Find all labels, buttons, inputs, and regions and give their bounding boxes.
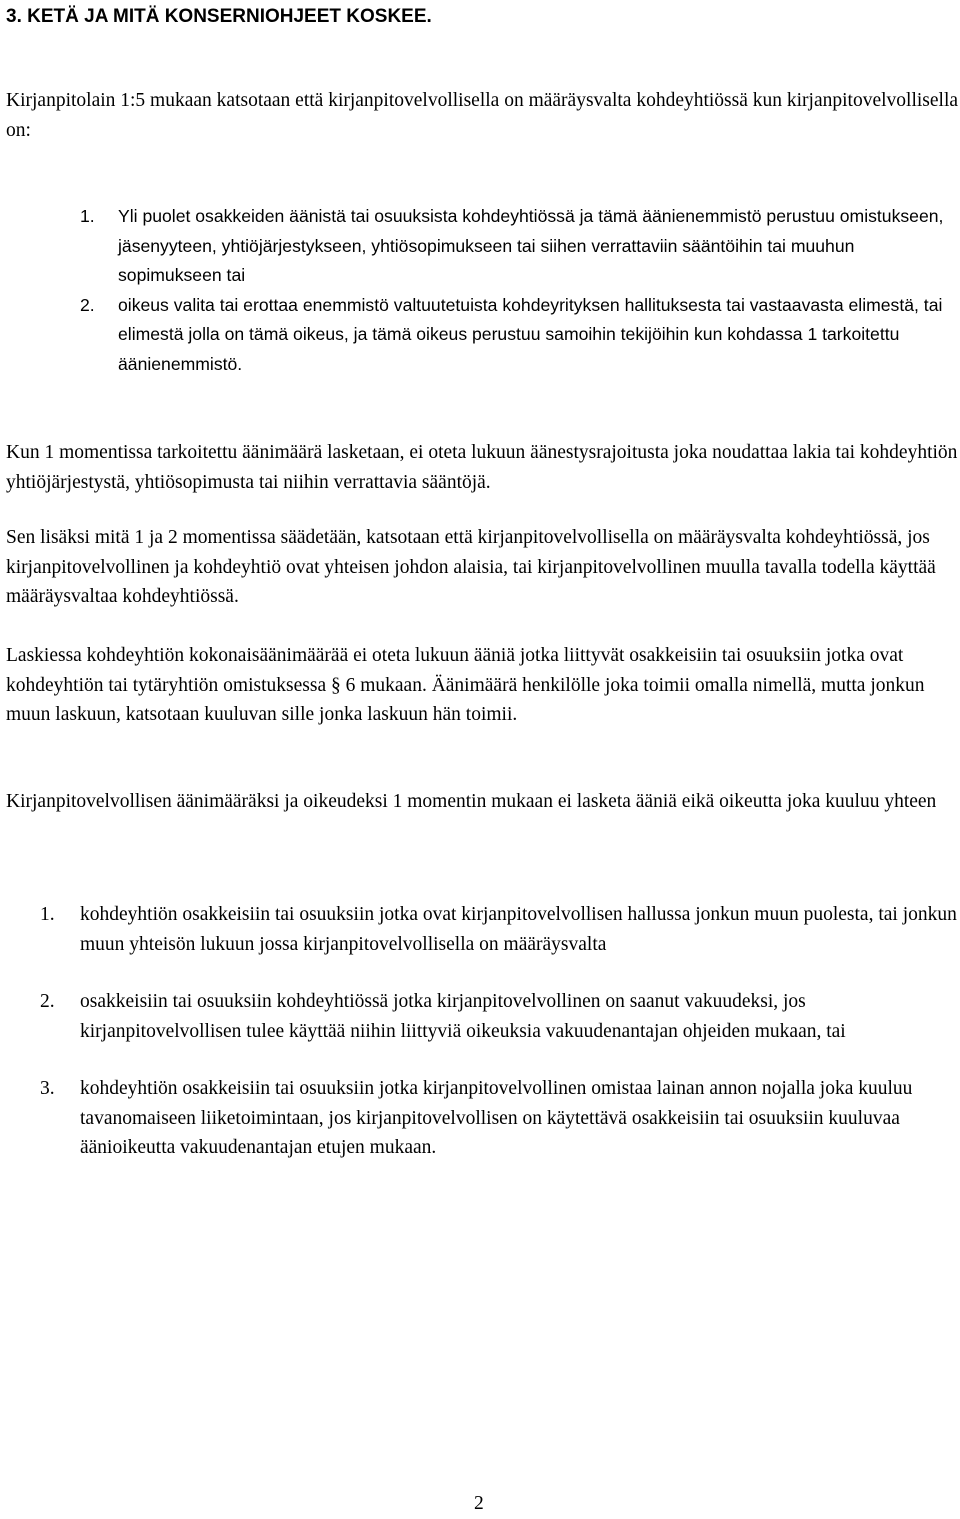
paragraph-common-management: Sen lisäksi mitä 1 ja 2 momentissa säädetään, katsotaan että kirjanpitovelvollisella on määräysvalta kohdeyhtiössä, jos kirjanpitovelvollinen ja kohdeyhtiö ovat yhteisen johdon alaisia, tai kirjanpitovelvollinen muulla tavalla todella käyttää määräysvaltaa kohdeyhtiössä. <box>6 527 936 607</box>
list-item-number: 3. <box>40 1078 55 1099</box>
list-item-text: osakkeisiin tai osuuksiin kohdeyhtiössä jotka kirjanpitovelvollinen on saanut vakuudeksi, jos kirjanpitovelvollisen tulee käyttää niihin liittyviä oikeuksia vakuudenantajan ohjeiden mukaan, tai <box>80 991 846 1042</box>
control-criteria-list <box>80 202 960 379</box>
list-item-text: kohdeyhtiön osakkeisiin tai osuuksiin jotka ovat kirjanpitovelvollisen hallussa jonkun muun puolesta, tai jonkun muun yhteisön lukuun jossa kirjanpitovelvollisella on määräysvalta <box>80 904 957 955</box>
intro-paragraph: Kirjanpitolain 1:5 mukaan katsotaan että kirjanpitovelvollisella on määräysvalta kohdeyhtiössä kun kirjanpitovelvollisella on: <box>6 90 959 141</box>
list-item <box>40 987 960 1046</box>
list-item <box>40 900 960 959</box>
exclusions-list <box>40 900 960 1163</box>
list-item <box>40 1074 960 1163</box>
list-item-number: 1. <box>80 206 95 226</box>
list-item-number: 2. <box>40 991 55 1012</box>
list-item-number: 2. <box>80 294 95 315</box>
list-item <box>80 202 960 291</box>
list-item-text: Yli puolet osakkeiden äänistä tai osuuksista kohdeyhtiössä ja tämä äänienemmistö perustuu omistukseen, jäsenyyteen, yhtiöjärjestykseen, yhtiösopimukseen tai siihen verrattaviin sääntöihin tai muuhun sopimukseen tai <box>118 206 944 285</box>
list-item <box>80 291 960 380</box>
page-number: 2 <box>474 1493 484 1514</box>
paragraph-total-votes: Laskiessa kohdeyhtiön kokonaisäänimäärää ei oteta lukuun ääniä jotka liittyvät osakkeisiin tai osuuksiin jotka ovat kohdeyhtiön tai tytäryhtiön omistuksessa § 6 mukaan. Äänimäärä henkilölle joka toimii omalla nimellä, mutta jonkun muun laskuun, katsotaan kuuluvan sille jonka laskuun hän toimii. <box>6 645 925 725</box>
paragraph-exclusions: Kirjanpitovelvollisen äänimääräksi ja oikeudeksi 1 momentin mukaan ei lasketa ääniä eikä oikeutta joka kuuluu yhteen <box>6 791 937 812</box>
section-heading: 3. KETÄ JA MITÄ KONSERNIOHJEET KOSKEE. <box>6 6 432 27</box>
list-item-number: 1. <box>40 904 55 925</box>
paragraph-voting-restrictions: Kun 1 momentissa tarkoitettu äänimäärä lasketaan, ei oteta lukuun äänestysrajoitusta joka noudattaa lakia tai kohdeyhtiön yhtiöjärjestystä, yhtiösopimusta tai niihin verrattavia sääntöjä. <box>6 442 958 493</box>
list-item-text: oikeus valita tai erottaa enemmistö valtuutetuista kohdeyrityksen hallituksesta tai vastaavasta elimestä, tai elimestä jolla on tämä oikeus, ja tämä oikeus perustuu samoihin tekijöihin kun kohdassa 1 tarkoitettu äänienemmistö. <box>118 294 943 374</box>
list-item-text: kohdeyhtiön osakkeisiin tai osuuksiin jotka kirjanpitovelvollinen omistaa lainan annon nojalla joka kuuluu tavanomaiseen liiketoimintaan, jos kirjanpitovelvollisen on käytettävä osakkeisiin tai osuuksiin kuuluvaa äänioikeutta vakuudenantajan etujen mukaan. <box>80 1078 913 1158</box>
